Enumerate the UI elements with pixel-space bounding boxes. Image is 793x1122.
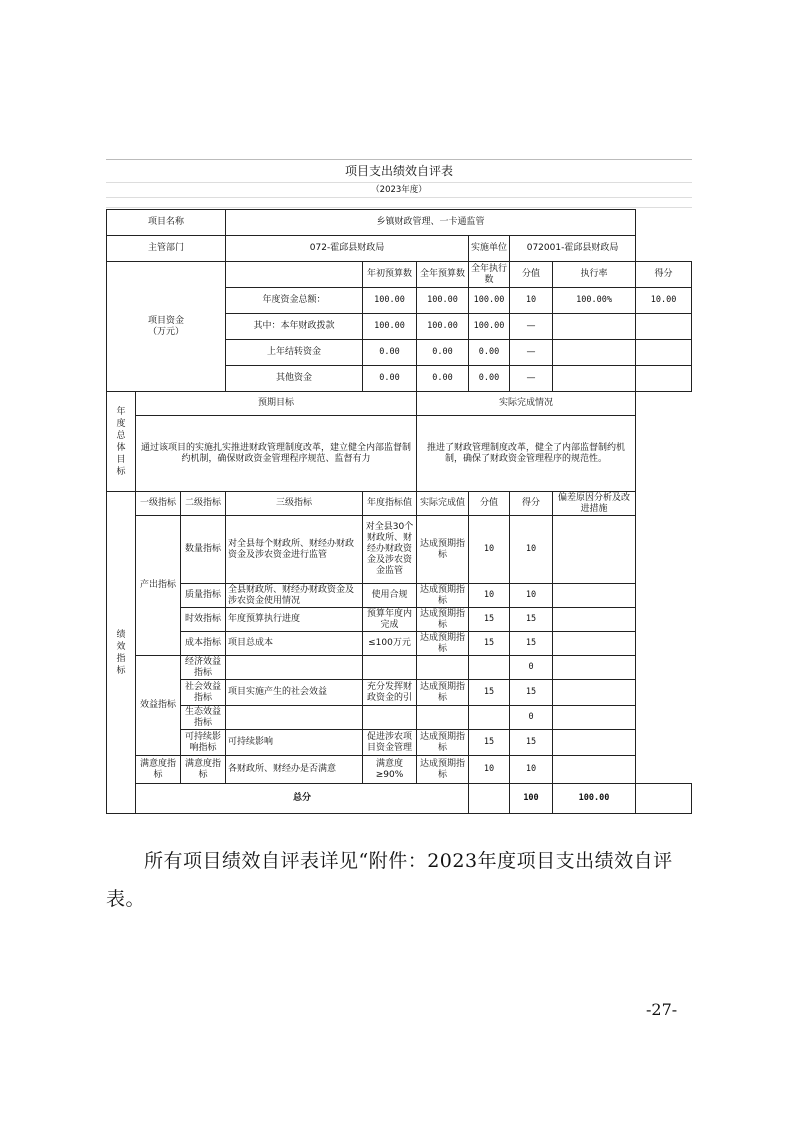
funds-row-label: 其中：本年财政拨款	[226, 314, 363, 340]
total-deviation	[636, 784, 692, 814]
funds-row-annual: 100.00	[417, 314, 469, 340]
ind-score: 0	[510, 706, 553, 730]
page-number: -27-	[646, 1000, 678, 1019]
ind-deviation	[553, 680, 636, 706]
ind-header-target: 年度指标值	[363, 492, 417, 516]
ind-target: 使用合规	[363, 584, 417, 608]
ind-level3: 可持续影响	[226, 730, 363, 756]
funds-row-initial: 100.00	[363, 314, 417, 340]
table-row	[107, 756, 692, 784]
ind-deviation	[553, 756, 636, 784]
table-row	[107, 706, 692, 730]
ind-target: 满意度≥90%	[363, 756, 417, 784]
ind-level2: 经济效益指标	[181, 656, 226, 680]
ind-actual: 达成预期指标	[417, 730, 469, 756]
ind-score: 15	[510, 608, 553, 632]
ind-deviation	[553, 608, 636, 632]
ind-level2: 成本指标	[181, 632, 226, 656]
funds-row-rate: 100.00%	[553, 288, 636, 314]
funds-row-executed: 100.00	[469, 288, 510, 314]
unit-value: 072001-霍邱县财政局	[510, 236, 636, 262]
ind-actual: 达成预期指标	[417, 584, 469, 608]
ind-level2: 数量指标	[181, 516, 226, 584]
expected-goal-label: 预期目标	[136, 392, 417, 416]
funds-row-score	[636, 340, 692, 366]
row-goal-header	[107, 392, 692, 416]
ind-header-deviation: 偏差原因分析及改进措施	[553, 492, 636, 516]
row-funds-header	[107, 262, 692, 288]
ind-deviation	[553, 516, 636, 584]
dept-value: 072-霍邱县财政局	[226, 236, 469, 262]
ind-target: 充分发挥财政资金的引	[363, 680, 417, 706]
funds-row-label: 年度资金总额：	[226, 288, 363, 314]
ind-actual: 达成预期指标	[417, 608, 469, 632]
total-score: 100.00	[553, 784, 636, 814]
funds-header-score: 得分	[636, 262, 692, 288]
ind-actual: 达成预期指标	[417, 632, 469, 656]
funds-row-score-value: —	[510, 340, 553, 366]
row-goal-content	[107, 416, 692, 492]
project-name-label: 项目名称	[107, 210, 226, 236]
ind-level2: 质量指标	[181, 584, 226, 608]
funds-header-blank	[226, 262, 363, 288]
funds-header-rate: 执行率	[553, 262, 636, 288]
ind-actual: 达成预期指标	[417, 516, 469, 584]
actual-result: 推进了财政管理制度改革，健全了内部监督制约机制，确保了财政资金管理程序的规范性。	[417, 416, 636, 492]
ind-score-value	[469, 656, 510, 680]
funds-row-annual: 0.00	[417, 366, 469, 392]
ind-level2: 可持续影响指标	[181, 730, 226, 756]
table-row	[107, 632, 692, 656]
funds-row-annual: 0.00	[417, 340, 469, 366]
table-title: 项目支出绩效自评表	[106, 159, 692, 182]
ind-score-value	[469, 706, 510, 730]
funds-header-score-value: 分值	[510, 262, 553, 288]
row-project-name	[107, 210, 692, 236]
ind-score-value: 10	[469, 516, 510, 584]
funds-row-label: 上年结转资金	[226, 340, 363, 366]
ind-score: 15	[510, 632, 553, 656]
funds-label: 项目资金 （万元）	[107, 262, 226, 392]
table-row	[107, 608, 692, 632]
ind-header-level1: 一级指标	[136, 492, 181, 516]
funds-header-annual: 全年预算数	[417, 262, 469, 288]
ind-deviation	[553, 632, 636, 656]
ind-target: 预算年度内完成	[363, 608, 417, 632]
table-row	[107, 584, 692, 608]
funds-row-initial: 0.00	[363, 340, 417, 366]
ind-level2: 生态效益指标	[181, 706, 226, 730]
ind-level3: 项目总成本	[226, 632, 363, 656]
funds-row-score-value: 10	[510, 288, 553, 314]
total-score-value: 100	[510, 784, 553, 814]
table-year: （2023年度）	[106, 182, 692, 197]
ind-score: 15	[510, 730, 553, 756]
ind-level3: 年度预算执行进度	[226, 608, 363, 632]
funds-header-executed: 全年执行数	[469, 262, 510, 288]
funds-row-rate	[553, 366, 636, 392]
ind-score-value: 10	[469, 584, 510, 608]
output-label: 产出指标	[136, 516, 181, 656]
funds-row-score-value: —	[510, 366, 553, 392]
ind-target: ≤100万元	[363, 632, 417, 656]
funds-row-rate	[553, 314, 636, 340]
ind-score-value: 15	[469, 680, 510, 706]
funds-row-score	[636, 314, 692, 340]
total-blank	[469, 784, 510, 814]
ind-level3: 全县财政所、财经办财政资金及涉农资金使用情况	[226, 584, 363, 608]
expected-goal: 通过该项目的实施扎实推进财政管理制度改革，建立健全内部监督制约机制，确保财政资金管理程序规范、监督有力	[136, 416, 417, 492]
ind-score-value: 15	[469, 730, 510, 756]
ind-deviation	[553, 706, 636, 730]
funds-row-rate	[553, 340, 636, 366]
ind-header-score: 得分	[510, 492, 553, 516]
dept-label: 主管部门	[107, 236, 226, 262]
ind-header-level2: 二级指标	[181, 492, 226, 516]
funds-row-score-value: —	[510, 314, 553, 340]
funds-row-initial: 100.00	[363, 288, 417, 314]
evaluation-sheet	[106, 159, 692, 814]
ind-level3: 项目实施产生的社会效益	[226, 680, 363, 706]
row-dept	[107, 236, 692, 262]
ind-level3	[226, 706, 363, 730]
table-row	[107, 656, 692, 680]
indicators-label: 绩效指标	[107, 492, 136, 814]
table-row	[107, 516, 692, 584]
ind-deviation	[553, 656, 636, 680]
ind-target: 对全县30个财政所、财经办财政资金及涉农资金监管	[363, 516, 417, 584]
evaluation-table	[106, 209, 692, 814]
ind-actual: 达成预期指标	[417, 756, 469, 784]
goal-label: 年度总体目标	[107, 392, 136, 492]
body-paragraph: 所有项目绩效自评表详见“附件：2023年度项目支出绩效自评表。	[106, 850, 673, 910]
ind-score: 0	[510, 656, 553, 680]
ind-level2: 社会效益指标	[181, 680, 226, 706]
table-row	[107, 680, 692, 706]
ind-actual: 达成预期指标	[417, 680, 469, 706]
funds-row-executed: 0.00	[469, 340, 510, 366]
ind-target: 促进涉农项目资金管理	[363, 730, 417, 756]
total-label: 总分	[136, 784, 469, 814]
funds-row-label: 其他资金	[226, 366, 363, 392]
table-row	[107, 730, 692, 756]
ind-level3: 对全县每个财政所、财经办财政资金及涉农资金进行监管	[226, 516, 363, 584]
ind-target	[363, 656, 417, 680]
ind-level2: 时效指标	[181, 608, 226, 632]
ind-score: 10	[510, 756, 553, 784]
ind-header-actual: 实际完成值	[417, 492, 469, 516]
effect-label: 效益指标	[136, 656, 181, 756]
ind-header-level3: 三级指标	[226, 492, 363, 516]
sheet-spacer	[106, 197, 692, 208]
funds-header-initial: 年初预算数	[363, 262, 417, 288]
ind-target	[363, 706, 417, 730]
funds-row-executed: 0.00	[469, 366, 510, 392]
ind-level2: 满意度指标	[181, 756, 226, 784]
ind-deviation	[553, 730, 636, 756]
ind-score: 10	[510, 584, 553, 608]
ind-deviation	[553, 584, 636, 608]
ind-score-value: 10	[469, 756, 510, 784]
row-indicator-header	[107, 492, 692, 516]
satisfaction-label: 满意度指标	[136, 756, 181, 784]
actual-label: 实际完成情况	[417, 392, 636, 416]
unit-label: 实施单位	[469, 236, 510, 262]
funds-row-score	[636, 366, 692, 392]
ind-level3: 各财政所、财经办是否满意	[226, 756, 363, 784]
project-name-value: 乡镇财政管理、一卡通监管	[226, 210, 636, 236]
ind-score: 15	[510, 680, 553, 706]
funds-row-initial: 0.00	[363, 366, 417, 392]
ind-actual	[417, 706, 469, 730]
ind-score-value: 15	[469, 632, 510, 656]
funds-row-executed: 100.00	[469, 314, 510, 340]
ind-score: 10	[510, 516, 553, 584]
ind-level3	[226, 656, 363, 680]
row-total	[107, 784, 692, 814]
ind-actual	[417, 656, 469, 680]
ind-score-value: 15	[469, 608, 510, 632]
funds-row-score: 10.00	[636, 288, 692, 314]
funds-row-annual: 100.00	[417, 288, 469, 314]
ind-header-score-value: 分值	[469, 492, 510, 516]
